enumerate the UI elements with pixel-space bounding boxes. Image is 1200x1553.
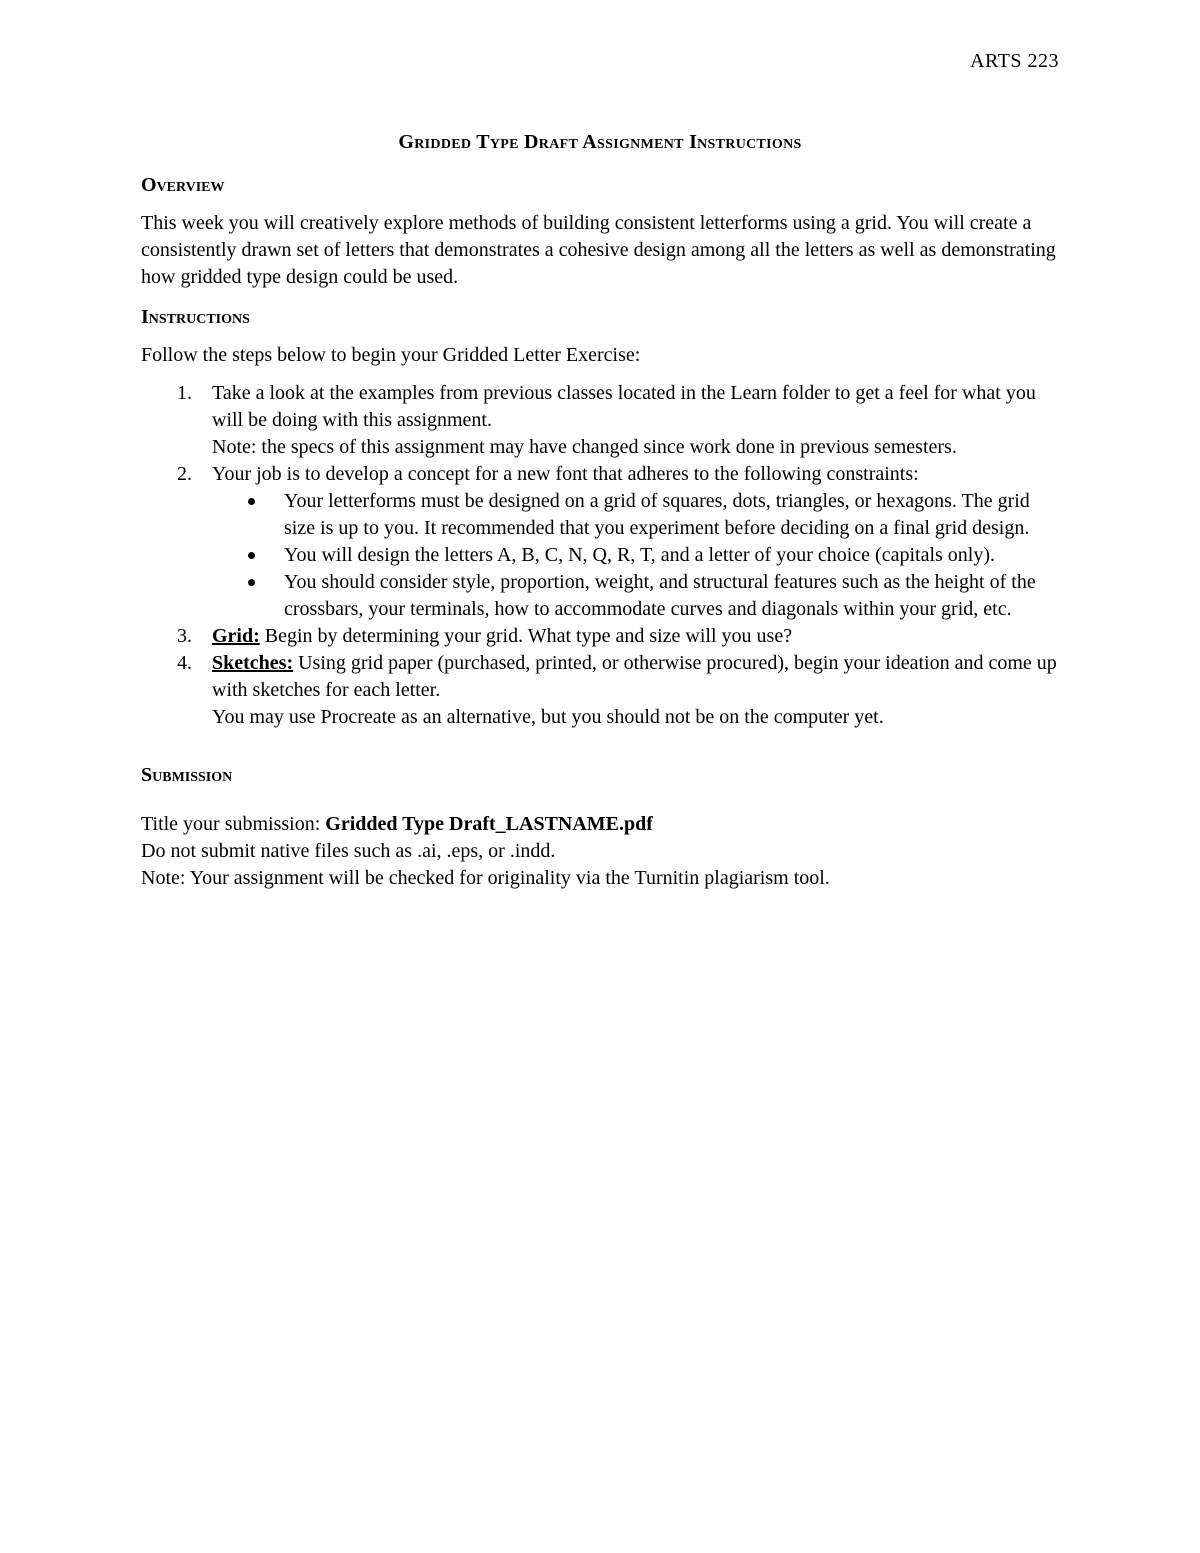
document-title: Gridded Type Draft Assignment Instructions <box>398 131 802 153</box>
constraint-text: Your letterforms must be designed on a grid of squares, dots, triangles, or hexagons. The grid size is up to you. It recommended that you experiment before deciding on a final grid design. <box>284 490 1030 539</box>
step-item <box>141 650 1061 731</box>
submission-filename: Gridded Type Draft_LASTNAME.pdf <box>325 813 653 835</box>
instructions-heading: Instructions <box>141 306 250 328</box>
steps-list <box>141 380 1061 731</box>
constraint-text: You should consider style, proportion, weight, and structural features such as the height of the crossbars, your terminals, how to accommodate curves and diagonals within your grid, etc. <box>284 571 1036 620</box>
document-body <box>141 172 1061 892</box>
step-text <box>212 650 1061 704</box>
overview-text: This week you will creatively explore methods of building consistent letterforms using a grid. You will create a consistently drawn set of letters that demonstrates a cohesive design among all the letters as well as demonstrating how gridded type design could be used. <box>141 212 1056 288</box>
step-item <box>141 380 1061 461</box>
step-number: 1. <box>177 382 192 404</box>
step-text <box>212 623 1061 650</box>
constraint-item <box>212 488 1061 542</box>
step-item <box>141 623 1061 650</box>
submission-heading: Submission <box>141 764 233 786</box>
submission-title-prefix: Title your submission: <box>141 813 326 835</box>
overview-heading: Overview <box>141 174 225 196</box>
step-label: Grid: <box>212 625 260 647</box>
constraint-item <box>212 542 1061 569</box>
step-number: 2. <box>177 463 192 485</box>
step-note: You may use Procreate as an alternative, but you should not be on the computer yet. <box>212 706 884 728</box>
submission-native-files: Do not submit native files such as .ai, .eps, or .indd. <box>141 840 556 862</box>
instructions-intro: Follow the steps below to begin your Gridded Letter Exercise: <box>141 344 641 366</box>
step-item <box>141 461 1061 623</box>
submission-title-line <box>141 811 1061 838</box>
step-body: Begin by determining your grid. What type and size will you use? <box>259 625 793 647</box>
bullet-icon <box>248 552 255 559</box>
step-number: 4. <box>177 652 192 674</box>
course-code: ARTS 223 <box>970 50 1059 72</box>
bullet-icon <box>248 579 255 586</box>
constraint-text: You will design the letters A, B, C, N, Q, R, T, and a letter of your choice (capitals only). <box>284 544 995 566</box>
bullet-icon <box>248 498 255 505</box>
submission-note: Note: Your assignment will be checked for originality via the Turnitin plagiarism tool. <box>141 867 830 889</box>
step-number: 3. <box>177 625 192 647</box>
step-note: Note: the specs of this assignment may have changed since work done in previous semesters. <box>212 436 957 458</box>
step-text: Your job is to develop a concept for a new font that adheres to the following constraints: <box>212 463 919 485</box>
step-text: Take a look at the examples from previous classes located in the Learn folder to get a feel for what you will be doing with this assignment. <box>212 382 1036 431</box>
constraints-list <box>212 488 1061 623</box>
step-body: Using grid paper (purchased, printed, or otherwise procured), begin your ideation and come up with sketches for each letter. <box>212 652 1057 701</box>
constraint-item <box>212 569 1061 623</box>
step-label: Sketches: <box>212 652 294 674</box>
submission-block <box>141 811 1061 892</box>
